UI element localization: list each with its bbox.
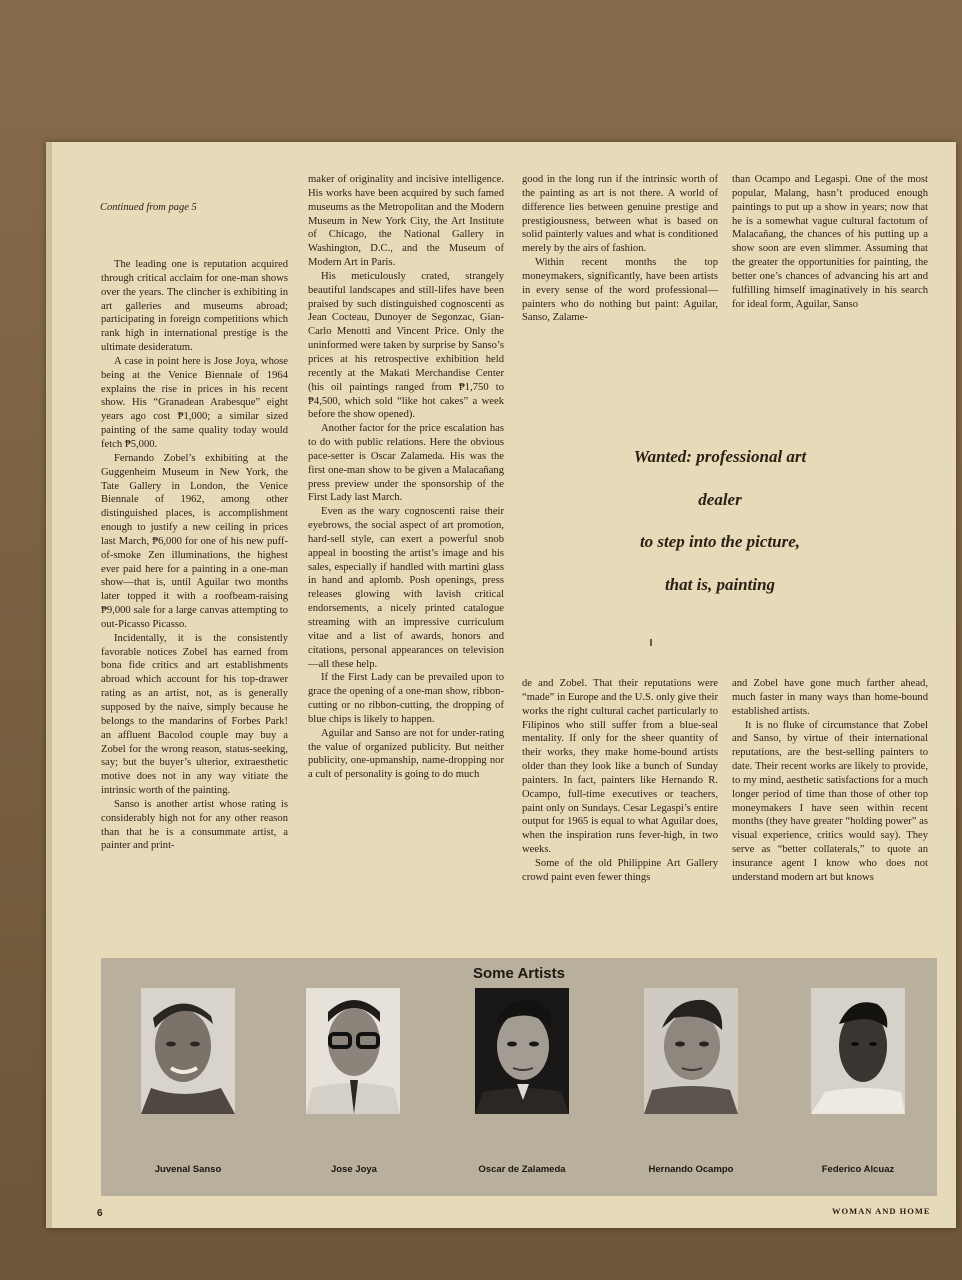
paragraph: good in the long run if the intrinsic worth of the painting as art is not there. A world of difference lies between genuine prestige and prestigiousness, between what is based on solid painterly values and what is conditioned merely by the airs of fashion. xyxy=(522,174,718,255)
portrait-photo xyxy=(811,988,905,1114)
artist-name: Oscar de Zalameda xyxy=(478,1164,566,1175)
paragraph: His meticulously crated, strangely beautiful landscapes and still-lifes have been praised by such distinguished cognoscenti as Jean Cocteau, Dunoyer de Segonzac, Gian-Carlo Menotti and Vincent Price. Only the uninformed were taken by surprise by Sanso’s prices at his retrospective exhibition held recently at the Makati Merchandise Center (his oil paintings ranged from ₱1,750 to ₱4,500, which sold “like hot cakes” a week before the show opened). xyxy=(308,270,504,421)
article-column-4-bottom xyxy=(732,677,928,885)
headline-line: Wanted: professional art xyxy=(633,447,807,466)
paragraph: Within recent months the top moneymakers, significantly, have been artists in every sense of the word professional—painters who do nothing but paint: Aguilar, Sanso, Zalame- xyxy=(522,257,718,324)
artist-name: Hernando Ocampo xyxy=(648,1164,734,1175)
magazine-name: WOMAN AND HOME xyxy=(832,1206,931,1216)
page-number: 6 xyxy=(97,1208,103,1219)
band-title: Some Artists xyxy=(473,965,565,982)
article-column-4-top xyxy=(732,173,928,311)
page-edge xyxy=(46,142,52,1228)
headline-line: that is, painting xyxy=(664,574,776,594)
article-column-1 xyxy=(101,258,288,853)
paragraph: Incidentally, it is the consistently favorable notices Zobel has earned from bona fide critics and art establishments abroad which account for his top-drawer rating as an artist, not, as is generally supposed by the naive, simply because he belongs to the mandarins of Forbes Park! an affluent Bacolod couple may buy a Zobel for the wrong reason, status-seeking, say; but the buyer’s ulterior, extraesthetic motive does not in any way vitiate the intrinsic worth of the painting. xyxy=(101,632,288,797)
paragraph: Aguilar and Sanso are not for under-rating the value of organized publicity. But neither publicity, one-upmanship, name-dropping nor a cult of personality is going to do much xyxy=(308,727,504,781)
artist-name: Jose Joya xyxy=(331,1164,377,1175)
print-mark xyxy=(650,639,652,646)
paragraph: Some of the old Philippine Art Gallery crowd paint even fewer things xyxy=(522,857,718,883)
article-column-3-bottom xyxy=(522,677,718,885)
article-column-3-top xyxy=(522,173,718,325)
headline-line: to step into the picture, xyxy=(639,532,801,551)
portrait-photo xyxy=(306,988,400,1114)
paragraph: The leading one is reputation acquired through critical acclaim for one-man shows over the years. The clincher is exhibiting in art galleries and museums abroad; participating in foreign competitions which rank high in international prestige is the ultimate desideratum. xyxy=(101,259,288,354)
portrait-photo xyxy=(644,988,738,1114)
paragraph: Sanso is another artist whose rating is considerably high not for any other reason than that he is a consummate artist, a painter and print- xyxy=(101,798,288,852)
paragraph: If the First Lady can be prevailed upon to grace the opening of a one-man show, ribbon-cutting or no ribbon-cutting, the dropping of blue chips is likely to happen. xyxy=(308,672,504,725)
article-column-2 xyxy=(308,173,504,782)
paragraph: Another factor for the price escalation has to do with public relations. Here the obvious pace-setter is Oscar Zalameda. His was the first one-man show to be given a Malacañang press preview under the sponsorship of the First Lady last March. xyxy=(308,423,504,504)
continued-note: Continued from page 5 xyxy=(100,202,197,213)
paragraph: Even as the wary cognoscenti raise their eyebrows, the social aspect of art promotion, hard-sell style, can exert a powerful snob appeal in boosting the artist’s image and his sales, especially if handled with martini glass in hand and aplomb. Posh openings, press releases glowing with lavish critical endorsements, a nicely printed catalogue streaming with an impressive curriculum vitae and a list of awards, honors and citations, personal appearances on television—all these help. xyxy=(308,506,504,670)
paragraph: Fernando Zobel’s exhibiting at the Guggenheim Museum in New York, the Tate Gallery in London, the Venice Biennale of 1962, among other distinguished places, is accomplishment enough to justify a new ceiling in prices last March, ₱6,000 for one of his new puff-of-smoke Zen illuminations, the highest ever paid here for a painting in a one-man show—that is, until Aguilar two months later topped it with a roofbeam-raising ₱9,000 sale for a large canvas attempting to out-Picasso Picasso. xyxy=(101,452,288,630)
paragraph: It is no fluke of circumstance that Zobel and Sanso, by virtue of their international reputations, are the best-selling painters to date. Their recent works are likely to provide, to my mind, aesthetic satisfactions for a much longer period of time than those of other top moneymakers I have seen within recent months (they have greater “holding power” as visual experience, critics would say). They serve as “better collaterals,” to quote an insurance agent I know who does not understand modern art but knows xyxy=(732,719,928,883)
portrait-photo xyxy=(475,988,569,1114)
paragraph: de and Zobel. That their reputations were “made” in Europe and the U.S. only give their works the right cultural cachet particularly to Filipinos who still suffer from a blue-seal mentality. If only for the sheer quantity of their works, they make home-bound artists older than they look like a bunch of Sunday painters. In fact, painters like Hernando R. Ocampo, full-time executives or teachers, paint only on Sundays. Cesar Legaspi’s entire output for 1965 is equal to what Aguilar does, when the inspiration runs fever-high, in two weeks. xyxy=(522,678,718,856)
artist-name: Federico Alcuaz xyxy=(821,1164,895,1175)
artist-name: Juvenal Sanso xyxy=(154,1164,222,1175)
artists-photo-band xyxy=(101,958,937,1196)
paragraph: maker of originality and incisive intelligence. His works have been acquired by such famed museums as the Metropolitan and the Modern Museum in New York City, the Art Institute of Chicago, the National Gallery in Washington, D.C., and the Museum of Modern Art in Paris. xyxy=(308,174,504,269)
headline-line: dealer xyxy=(698,489,742,509)
portrait-photo xyxy=(141,988,235,1114)
pull-headline xyxy=(565,436,875,606)
paragraph: and Zobel have gone much farther ahead, much faster in many ways than home-bound established artists. xyxy=(732,678,928,717)
paragraph: A case in point here is Jose Joya, whose being at the Venice Biennale of 1964 explains the rise in prices in his recent show. His “Granadean Arabesque” eight years ago cost ₱1,000; a similar sized painting of the same quality today would fetch ₱5,000. xyxy=(101,355,288,450)
paragraph: than Ocampo and Legaspi. One of the most popular, Malang, hasn’t produced enough paintings to put up a show in years; now that he is a somewhat vague cultural factotum of Malacañang, the chances of his putting up a show soon are even slimmer. Assuming that the greater the opportunities for painting, the better one’s chances of advancing his art and fulfilling himself imaginatively in his search for ideal form, Aguilar, Sanso xyxy=(732,174,928,310)
